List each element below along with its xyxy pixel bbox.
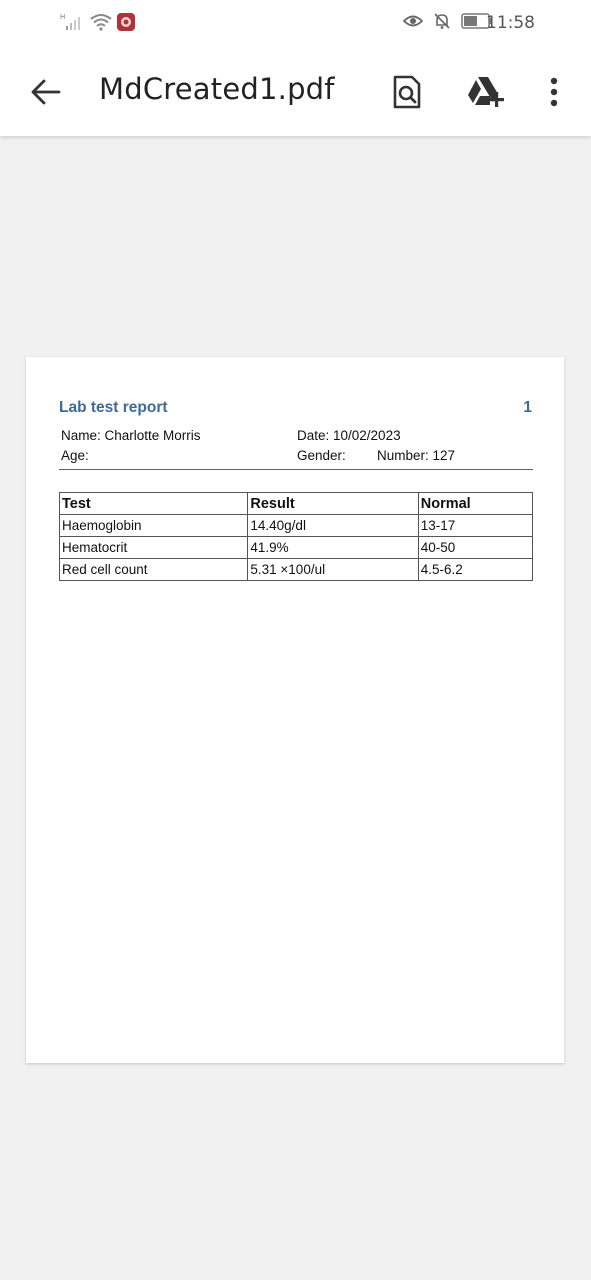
header-divider [59,469,533,470]
arrow-back-icon [31,79,61,105]
drive-add-icon [466,75,506,109]
column-header: Result [248,493,418,515]
document-title: MdCreated1.pdf [99,72,335,106]
status-left [60,12,136,37]
wifi-icon [90,13,112,36]
table-cell: 14.40g/dl [248,515,418,537]
patient-name: Name: Charlotte Morris [61,428,201,443]
app-bar [0,46,591,136]
table-cell: 5.31 ×100/ul [248,559,418,581]
more-options-button[interactable] [532,70,576,114]
patient-gender: Gender: [297,448,346,463]
results-table [59,492,533,581]
table-cell: Hematocrit [60,537,248,559]
table-cell: 4.5-6.2 [418,559,532,581]
signal-label: H [60,13,66,21]
column-header: Normal [418,493,532,515]
table-cell: Haemoglobin [60,515,248,537]
column-header: Test [60,493,248,515]
report-title: Lab test report [59,399,168,416]
notification-app-icon [116,12,136,37]
table-header-row [60,493,533,515]
more-vert-icon [550,77,558,107]
page-number: 1 [523,399,532,416]
report-date: Date: 10/02/2023 [297,428,401,443]
eye-icon [403,13,423,34]
table-cell: 40-50 [418,537,532,559]
table-row [60,515,533,537]
find-in-document-button[interactable] [385,70,429,114]
pdf-page [26,357,564,1063]
bell-off-icon [433,12,451,35]
patient-age: Age: [61,448,89,463]
status-time: 11:58 [486,13,535,33]
search-document-icon [392,75,422,109]
table-cell: 13-17 [418,515,532,537]
table-cell: Red cell count [60,559,248,581]
table-row [60,559,533,581]
signal-icon [60,12,86,37]
table-cell: 41.9% [248,537,418,559]
status-right-icons [403,12,493,35]
back-button[interactable] [26,72,66,112]
status-bar [0,0,591,46]
patient-number: Number: 127 [377,448,456,463]
add-to-drive-button[interactable] [464,70,508,114]
table-row [60,537,533,559]
